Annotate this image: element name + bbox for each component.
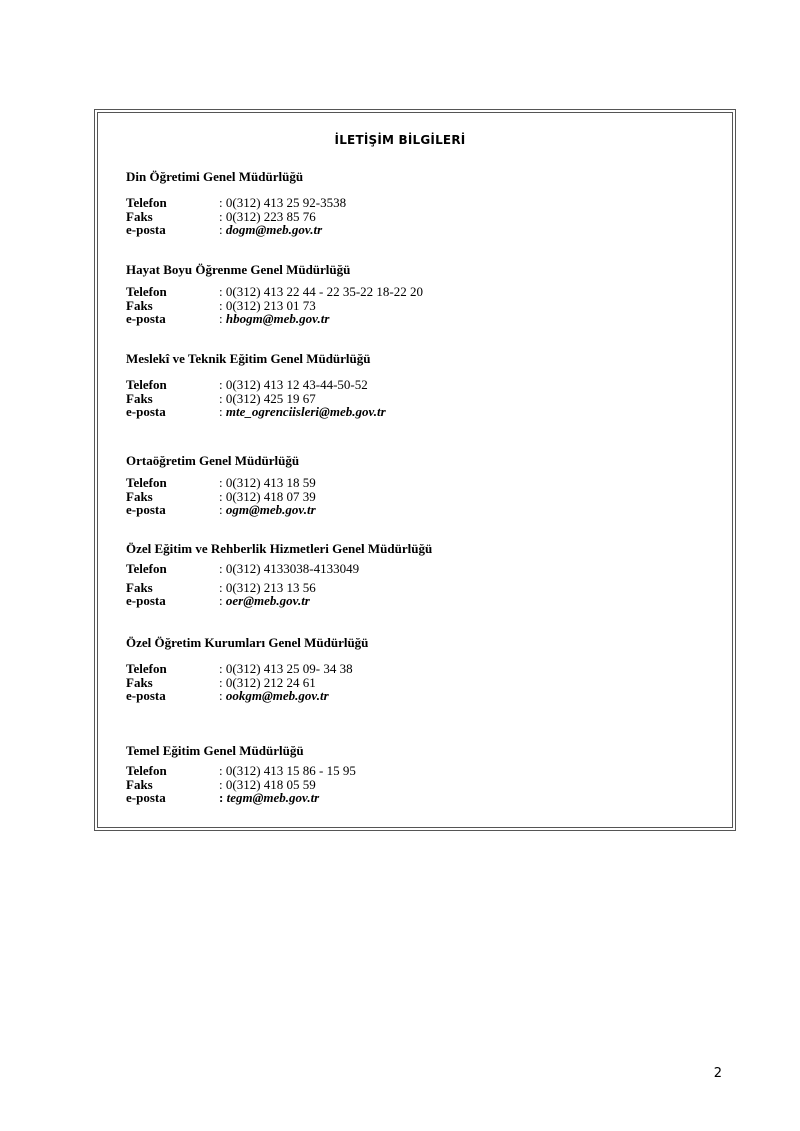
section-mesleki-teknik xyxy=(126,351,686,419)
fax-value: : 0(312) 418 07 39 xyxy=(219,488,316,504)
section-heading: Din Öğretimi Genel Müdürlüğü xyxy=(126,169,304,184)
fax-label: Faks xyxy=(126,488,153,504)
email-link[interactable]: ogm@meb.gov.tr xyxy=(225,502,316,517)
phone-row xyxy=(126,662,686,676)
phone-row xyxy=(126,285,686,299)
phone-value: : 0(312) 413 25 92-3538 xyxy=(219,195,347,210)
fax-label: Faks xyxy=(126,297,153,313)
email-colon: : xyxy=(219,311,226,326)
section-hayat-boyu xyxy=(126,262,686,326)
email-link[interactable]: mte_ogrenciisleri@meb.gov.tr xyxy=(225,404,386,419)
phone-row xyxy=(126,476,686,490)
section-ozel-egitim xyxy=(126,541,686,608)
fax-value: : 0(312) 213 01 73 xyxy=(219,297,316,313)
section-heading: Hayat Boyu Öğrenme Genel Müdürlüğü xyxy=(126,262,351,277)
fax-value: : 0(312) 425 19 67 xyxy=(219,390,316,406)
phone-row xyxy=(126,764,686,778)
phone-label: Telefon xyxy=(126,661,167,676)
phone-label: Telefon xyxy=(126,475,167,490)
phone-label: Telefon xyxy=(126,195,167,210)
email-label: e-posta xyxy=(126,593,166,608)
email-row xyxy=(126,503,686,517)
section-temel-egitim xyxy=(126,743,686,805)
fax-value: : 0(312) 213 13 56 xyxy=(219,579,316,595)
email-row xyxy=(126,405,686,419)
email-colon: : xyxy=(219,593,226,608)
phone-value: : 0(312) 4133038-4133049 xyxy=(219,561,360,576)
email-link[interactable]: ookgm@meb.gov.tr xyxy=(225,688,329,703)
phone-row xyxy=(126,562,686,576)
email-colon: : xyxy=(219,790,227,805)
fax-row xyxy=(126,490,686,504)
email-colon: : xyxy=(219,404,226,419)
fax-label: Faks xyxy=(126,776,153,792)
fax-row xyxy=(126,676,686,690)
email-label: e-posta xyxy=(126,502,166,517)
page-number: 2 xyxy=(713,1066,722,1081)
email-row xyxy=(126,312,686,326)
section-heading: Meslekî ve Teknik Eğitim Genel Müdürlüğü xyxy=(126,351,371,366)
phone-value: : 0(312) 413 18 59 xyxy=(219,475,316,490)
email-colon: : xyxy=(219,688,226,703)
fax-row xyxy=(126,778,686,792)
phone-row xyxy=(126,196,686,210)
phone-value: : 0(312) 413 25 09- 34 38 xyxy=(219,661,353,676)
fax-row xyxy=(126,210,686,224)
phone-row xyxy=(126,378,686,392)
email-row xyxy=(126,223,686,237)
email-label: e-posta xyxy=(126,688,166,703)
email-link[interactable]: dogm@meb.gov.tr xyxy=(225,222,323,237)
email-label: e-posta xyxy=(126,311,166,326)
email-link[interactable]: hbogm@meb.gov.tr xyxy=(225,311,330,326)
fax-value: : 0(312) 212 24 61 xyxy=(219,674,316,690)
email-colon: : xyxy=(219,222,226,237)
email-label: e-posta xyxy=(126,222,166,237)
phone-label: Telefon xyxy=(126,377,167,392)
fax-row xyxy=(126,581,686,595)
fax-label: Faks xyxy=(126,208,153,224)
phone-value: : 0(312) 413 12 43-44-50-52 xyxy=(219,377,368,392)
section-heading: Ortaöğretim Genel Müdürlüğü xyxy=(126,453,300,468)
email-label: e-posta xyxy=(126,790,166,805)
phone-label: Telefon xyxy=(126,561,167,576)
fax-row xyxy=(126,392,686,406)
section-heading: Özel Eğitim ve Rehberlik Hizmetleri Genel Müdürlüğü xyxy=(126,541,433,556)
fax-row xyxy=(126,299,686,313)
section-ozel-ogretim xyxy=(126,635,686,703)
page-title: İLETİŞİM BİLGİLERİ xyxy=(334,133,466,147)
email-label: e-posta xyxy=(126,404,166,419)
fax-label: Faks xyxy=(126,579,153,595)
fax-label: Faks xyxy=(126,390,153,406)
email-link[interactable]: oer@meb.gov.tr xyxy=(225,593,310,608)
fax-label: Faks xyxy=(126,674,153,690)
email-link[interactable]: tegm@meb.gov.tr xyxy=(226,790,320,805)
section-ortaogretim xyxy=(126,453,686,517)
email-row xyxy=(126,791,686,805)
email-row xyxy=(126,594,686,608)
phone-value: : 0(312) 413 15 86 - 15 95 xyxy=(219,763,356,778)
section-heading: Temel Eğitim Genel Müdürlüğü xyxy=(126,743,304,758)
phone-label: Telefon xyxy=(126,284,167,299)
section-din-ogretimi xyxy=(126,169,686,237)
section-heading: Özel Öğretim Kurumları Genel Müdürlüğü xyxy=(126,635,369,650)
fax-value: : 0(312) 223 85 76 xyxy=(219,208,316,224)
email-row xyxy=(126,689,686,703)
phone-label: Telefon xyxy=(126,763,167,778)
phone-value: : 0(312) 413 22 44 - 22 35-22 18-22 20 xyxy=(219,284,424,299)
email-colon: : xyxy=(219,502,226,517)
fax-value: : 0(312) 418 05 59 xyxy=(219,776,316,792)
